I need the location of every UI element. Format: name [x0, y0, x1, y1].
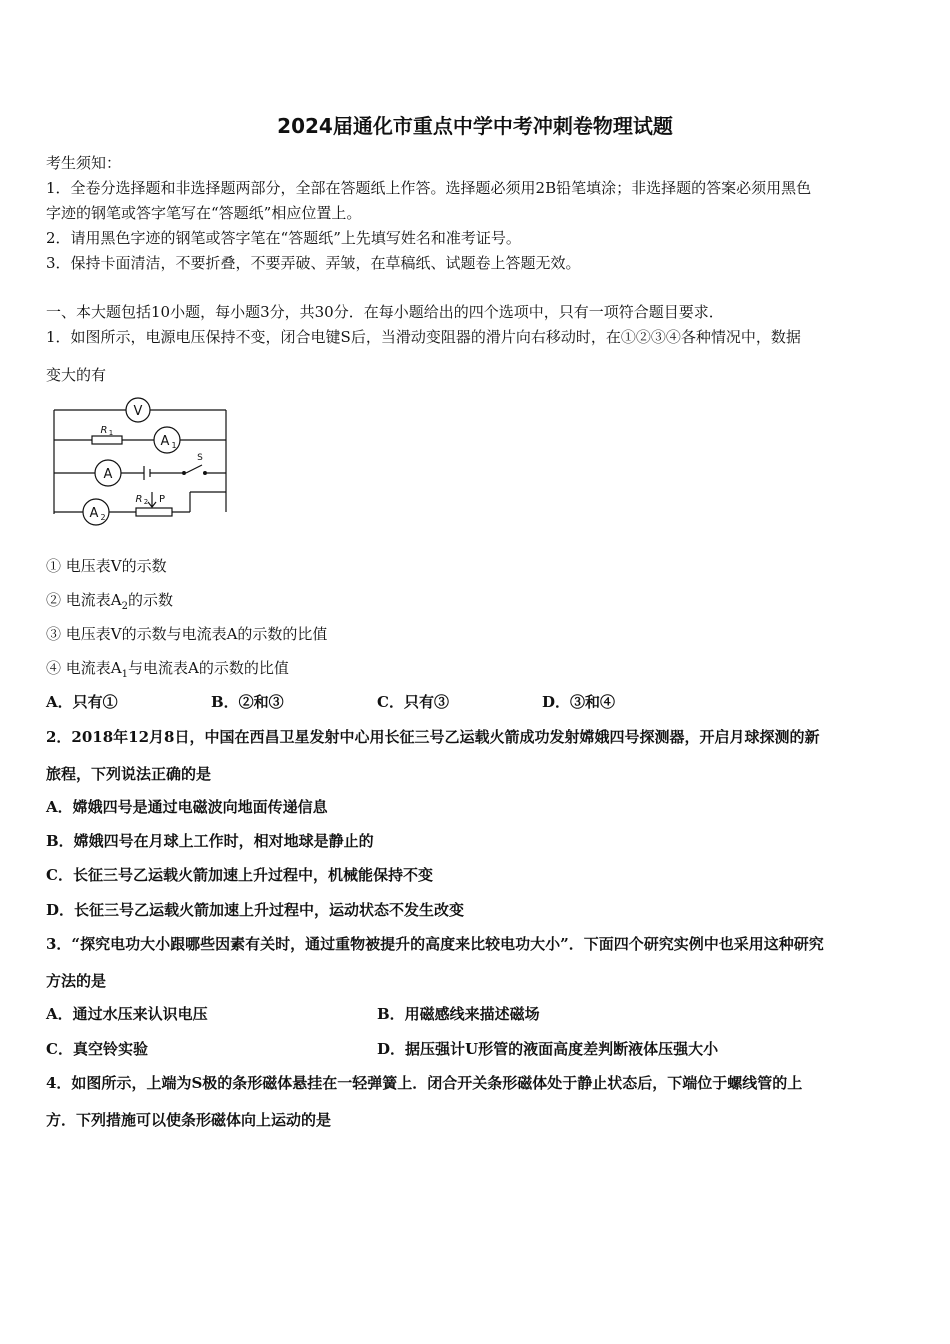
notice-item-1-cont: 字迹的钢笔或答字笔写在“答题纸”相应位置上。 — [46, 204, 362, 222]
q1-option-b: B．②和③ — [211, 693, 284, 711]
q3-stem-line2: 方法的是 — [46, 972, 107, 990]
slider-label: P — [158, 494, 166, 505]
voltmeter-label: V — [133, 404, 143, 419]
r1-sub-label: 1 — [108, 429, 114, 437]
q1-stem-line2: 变大的有 — [46, 366, 107, 384]
notice-item-3: 3．保持卡面清洁，不要折叠，不要弄破、弄皱，在草稿纸、试题卷上答题无效。 — [46, 254, 581, 272]
q2-option-b: B．嫦娥四号在月球上工作时，相对地球是静止的 — [46, 832, 374, 850]
ammeter2-label: A — [89, 506, 99, 521]
notice-item-1: 1．全卷分选择题和非选择题两部分，全部在答题纸上作答。选择题必须用2B铅笔填涂；非选择题的答案必须用黑色 — [46, 179, 812, 197]
notice-item-2: 2．请用黑色字迹的钢笔或答字笔在“答题纸”上先填写姓名和准考证号。 — [46, 229, 521, 247]
ammeter-label: A — [103, 467, 113, 482]
q3-stem-line1: 3．“探究电功大小跟哪些因素有关时，通过重物被提升的高度来比较电功大小”．下面四个研究实例中也采用这种研究 — [46, 935, 824, 953]
q2-stem-line1: 2．2018年12月8日，中国在西昌卫星发射中心用长征三号乙运载火箭成功发射嫦娥四号探测器，开启月球探测的新 — [46, 728, 820, 746]
q4-stem-line2: 方．下列措施可以使条形磁体向上运动的是 — [46, 1111, 332, 1129]
q1-option-c: C．只有③ — [377, 693, 449, 711]
q1-statement-3: ③ 电压表V的示数与电流表A的示数的比值 — [46, 625, 328, 643]
q2-stem-line2: 旅程，下列说法正确的是 — [46, 765, 212, 783]
q2-option-c: C．长征三号乙运载火箭加速上升过程中，机械能保持不变 — [46, 866, 433, 884]
r2-label: R — [135, 494, 143, 505]
ammeter2-sub-label: 2 — [100, 513, 106, 522]
notice-heading: 考生须知： — [46, 154, 122, 172]
q1-statement-4: ④ 电流表$A_1$与电流表A的示数的比值 — [46, 659, 289, 680]
r1-label: R — [100, 425, 108, 436]
section1-heading: 一、本大题包括10小题，每小题3分，共30分．在每小题给出的四个选项中，只有一项符合题目要求． — [46, 303, 724, 321]
q1-option-a: A．只有① — [46, 693, 118, 711]
q2-option-d: D．长征三号乙运载火箭加速上升过程中，运动状态不发生改变 — [46, 901, 465, 919]
ammeter1-label: A — [160, 434, 170, 449]
q1-statement-1: ① 电压表V的示数 — [46, 557, 167, 575]
q3-option-d: D．据压强计U形管的液面高度差判断液体压强大小 — [377, 1040, 719, 1058]
page-title: 2024届通化市重点中学中考冲刺卷物理试题 — [277, 114, 673, 138]
q3-option-c: C．真空铃实验 — [46, 1040, 148, 1058]
ammeter1-sub-label: 1 — [171, 441, 177, 450]
q1-option-d: D．③和④ — [542, 693, 616, 711]
q3-option-a: A．通过水压来认识电压 — [46, 1005, 208, 1023]
q1-circuit-diagram — [50, 396, 235, 526]
q3-option-b: B．用磁感线来描述磁场 — [377, 1005, 540, 1023]
q2-option-a: A．嫦娥四号是通过电磁波向地面传递信息 — [46, 798, 328, 816]
q1-statement-2: ② 电流表$A_2$的示数 — [46, 591, 173, 612]
q1-stem-line1: 1．如图所示，电源电压保持不变，闭合电键S后，当滑动变阻器的滑片向右移动时，在①②③④各种情况中，数据 — [46, 328, 801, 346]
r2-sub-label: 2 — [143, 498, 149, 506]
q4-stem-line1: 4．如图所示，上端为S极的条形磁体悬挂在一轻弹簧上．闭合开关条形磁体处于静止状态后，下端位于螺线管的上 — [46, 1074, 803, 1092]
switch-label: S — [197, 453, 203, 463]
